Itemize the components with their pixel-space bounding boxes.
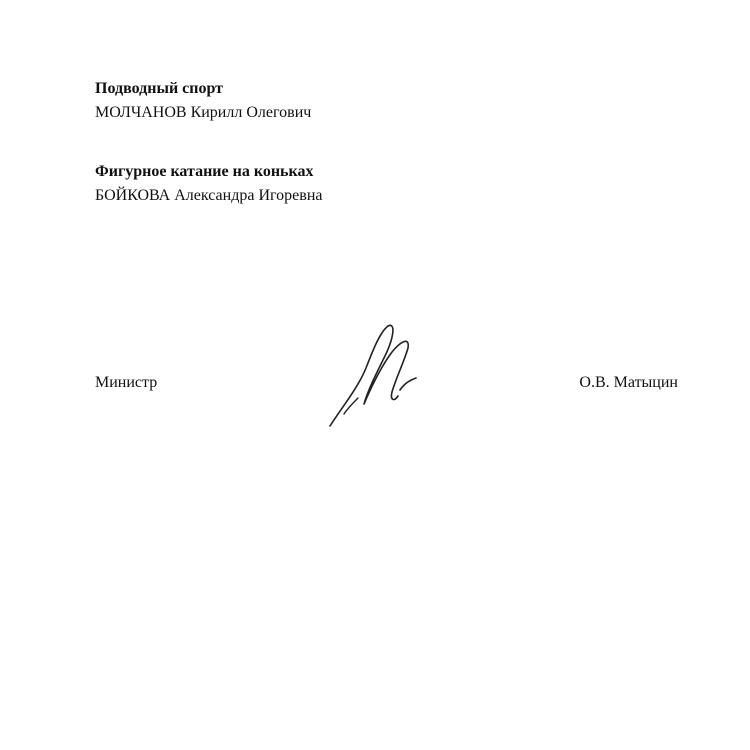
athlete-name: МОЛЧАНОВ Кирилл Олегович	[95, 104, 312, 121]
signatory-name: О.В. Матыцин	[579, 374, 678, 391]
signatory-title: Министр	[95, 374, 158, 391]
sport-heading: Подводный спорт	[95, 80, 224, 97]
sport-entry	[95, 77, 311, 125]
sport-entry	[95, 160, 323, 208]
athlete-name: БОЙКОВА Александра Игоревна	[95, 187, 323, 204]
sport-heading: Фигурное катание на коньках	[95, 163, 314, 180]
handwritten-signature	[318, 318, 428, 433]
